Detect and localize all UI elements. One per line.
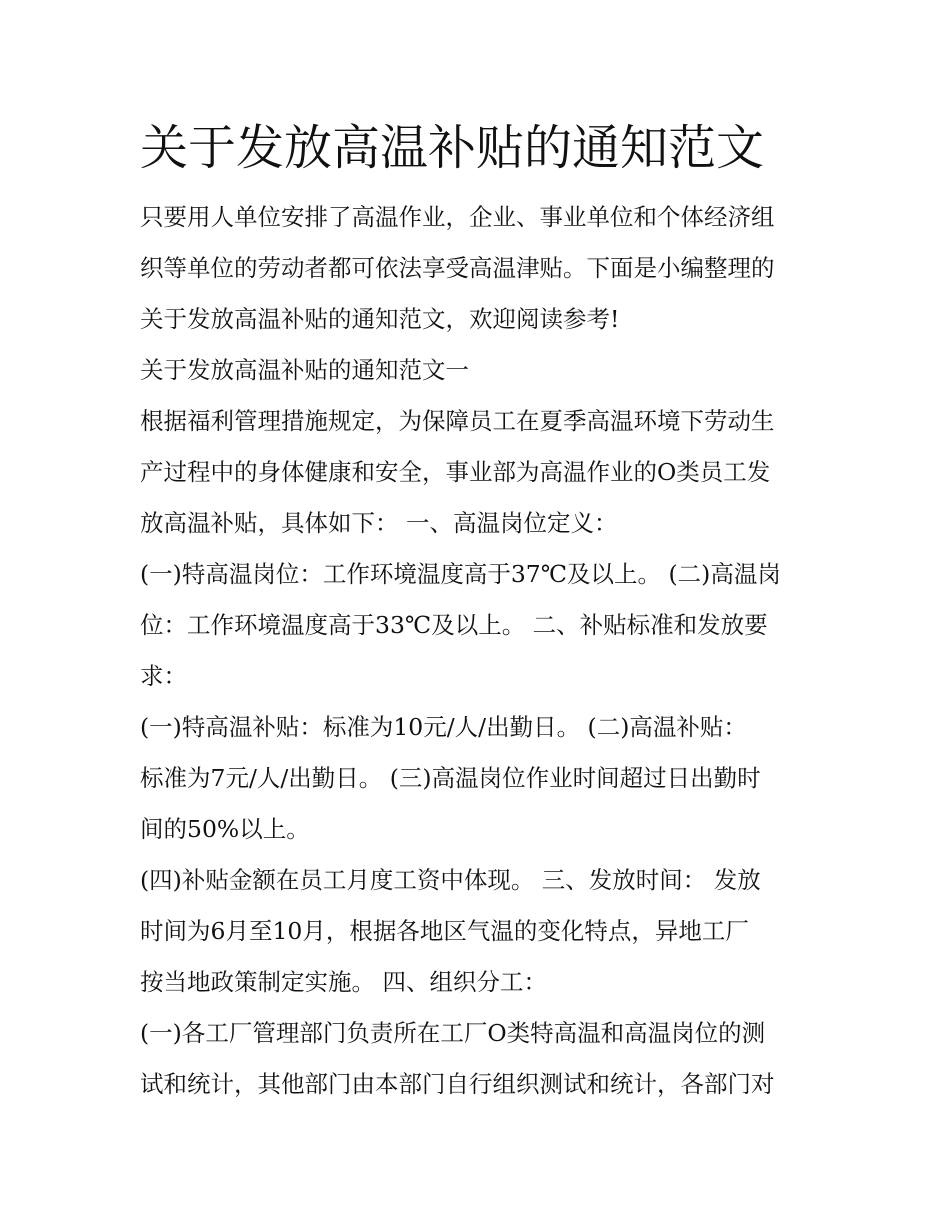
text-line-14: (四)补贴金额在员工月度工资中体现。 三、发放时间： 发放	[140, 866, 761, 894]
text-line-2: 织等单位的劳动者都可依法享受高温津贴。下面是小编整理的	[140, 254, 775, 282]
text-line-15: 时间为6月至10月，根据各地区气温的变化特点，异地工厂	[140, 917, 749, 945]
text-line-11: (一)特高温补贴：标准为10元/人/出勤日。 (二)高温补贴：	[140, 713, 747, 741]
text-line-12: 标准为7元/人/出勤日。 (三)高温岗位作业时间超过日出勤时	[140, 764, 761, 792]
section-heading: 关于发放高温补贴的通知范文一	[140, 356, 469, 384]
text-line-6: 产过程中的身体健康和安全，事业部为高温作业的O类员工发	[140, 458, 771, 486]
text-line-10: 求：	[140, 662, 187, 690]
text-line-7: 放高温补贴，具体如下： 一、高温岗位定义：	[140, 509, 618, 537]
document-page	[140, 110, 820, 1110]
text-line-18: 试和统计，其他部门由本部门自行组织测试和统计，各部门对	[140, 1070, 775, 1098]
text-line-13: 间的50%以上。	[140, 815, 310, 843]
text-line-3: 关于发放高温补贴的通知范文，欢迎阅读参考!	[140, 305, 620, 333]
text-line-1: 只要用人单位安排了高温作业，企业、事业单位和个体经济组	[140, 203, 775, 231]
text-line-5: 根据福利管理措施规定，为保障员工在夏季高温环境下劳动生	[140, 407, 775, 435]
text-line-16: 按当地政策制定实施。 四、组织分工：	[140, 968, 547, 996]
document-title: 关于发放高温补贴的通知范文	[140, 120, 765, 176]
text-line-9: 位：工作环境温度高于33℃及以上。 二、补贴标准和发放要	[140, 611, 768, 639]
text-line-17: (一)各工厂管理部门负责所在工厂O类特高温和高温岗位的测	[140, 1019, 766, 1047]
text-line-8: (一)特高温岗位：工作环境温度高于37℃及以上。 (二)高温岗	[140, 560, 781, 588]
